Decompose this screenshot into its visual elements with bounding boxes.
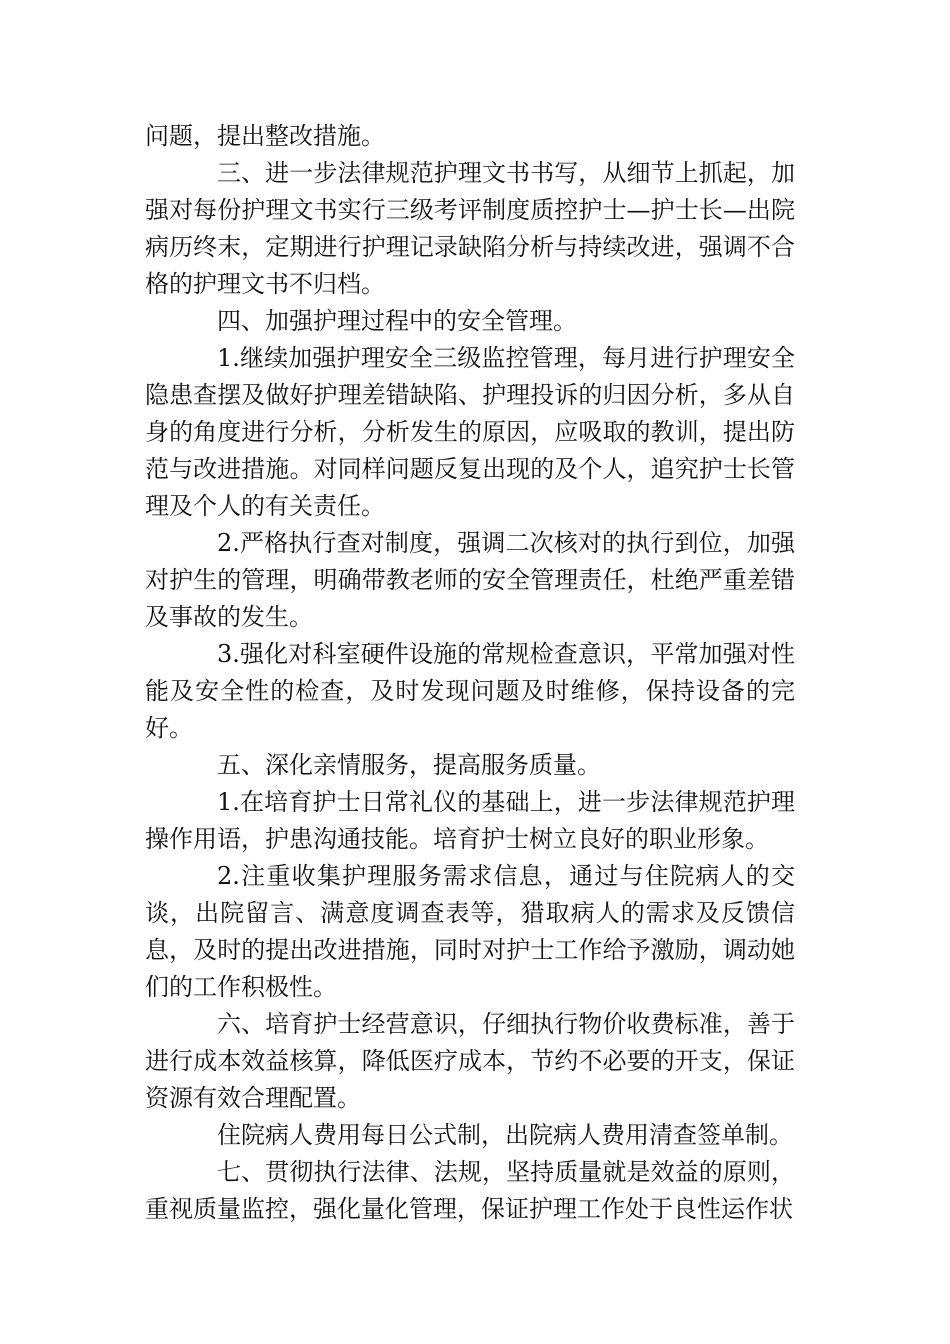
paragraph-1: 问题，提出整改措施。 [145, 122, 385, 150]
paragraph-8: 1.在培育护士日常礼仪的基础上，进一步法律规范护理操作用语，护患沟通技能。培育护士树立良好的职业形象。 [145, 788, 795, 853]
document-body [145, 118, 795, 1228]
paragraph-6: 3.强化对科室硬件设施的常规检查意识，平常加强对性能及安全性的检查，及时发现问题及时维修，保持设备的完好。 [145, 640, 795, 742]
paragraph-4: 1.继续加强护理安全三级监控管理，每月进行护理安全隐患查摆及做好护理差错缺陷、护理投诉的归因分析，多从自身的角度进行分析，分析发生的原因，应吸取的教训，提出防范与改进措施。对同样问题反复出现的及个人，追究护士长管理及个人的有关责任。 [145, 344, 795, 520]
paragraph-3: 四、加强护理过程中的安全管理。 [217, 307, 577, 335]
paragraph-9: 2.注重收集护理服务需求信息，通过与住院病人的交谈，出院留言、满意度调查表等，猎取病人的需求及反馈信息，及时的提出改进措施，同时对护士工作给予激励，调动她们的工作积极性。 [145, 862, 795, 1001]
paragraph-5: 2.严格执行查对制度，强调二次核对的执行到位，加强对护生的管理，明确带教老师的安全管理责任，杜绝严重差错及事故的发生。 [145, 529, 795, 631]
paragraph-7: 五、深化亲情服务，提高服务质量。 [217, 751, 601, 779]
paragraph-10: 六、培育护士经营意识，仔细执行物价收费标准，善于进行成本效益核算，降低医疗成本，节约不必要的开支，保证资源有效合理配置。 [145, 1010, 795, 1112]
paragraph-12: 七、贯彻执行法律、法规，坚持质量就是效益的原则，重视质量监控，强化量化管理，保证护理工作处于良性运作状 [145, 1158, 795, 1223]
paragraph-11: 住院病人费用每日公式制，出院病人费用清查签单制。 [217, 1121, 793, 1149]
paragraph-2: 三、进一步法律规范护理文书书写，从细节上抓起，加强对每份护理文书实行三级考评制度质控护士—护士长—出院病历终末，定期进行护理记录缺陷分析与持续改进，强调不合格的护理文书不归档。 [145, 159, 795, 298]
